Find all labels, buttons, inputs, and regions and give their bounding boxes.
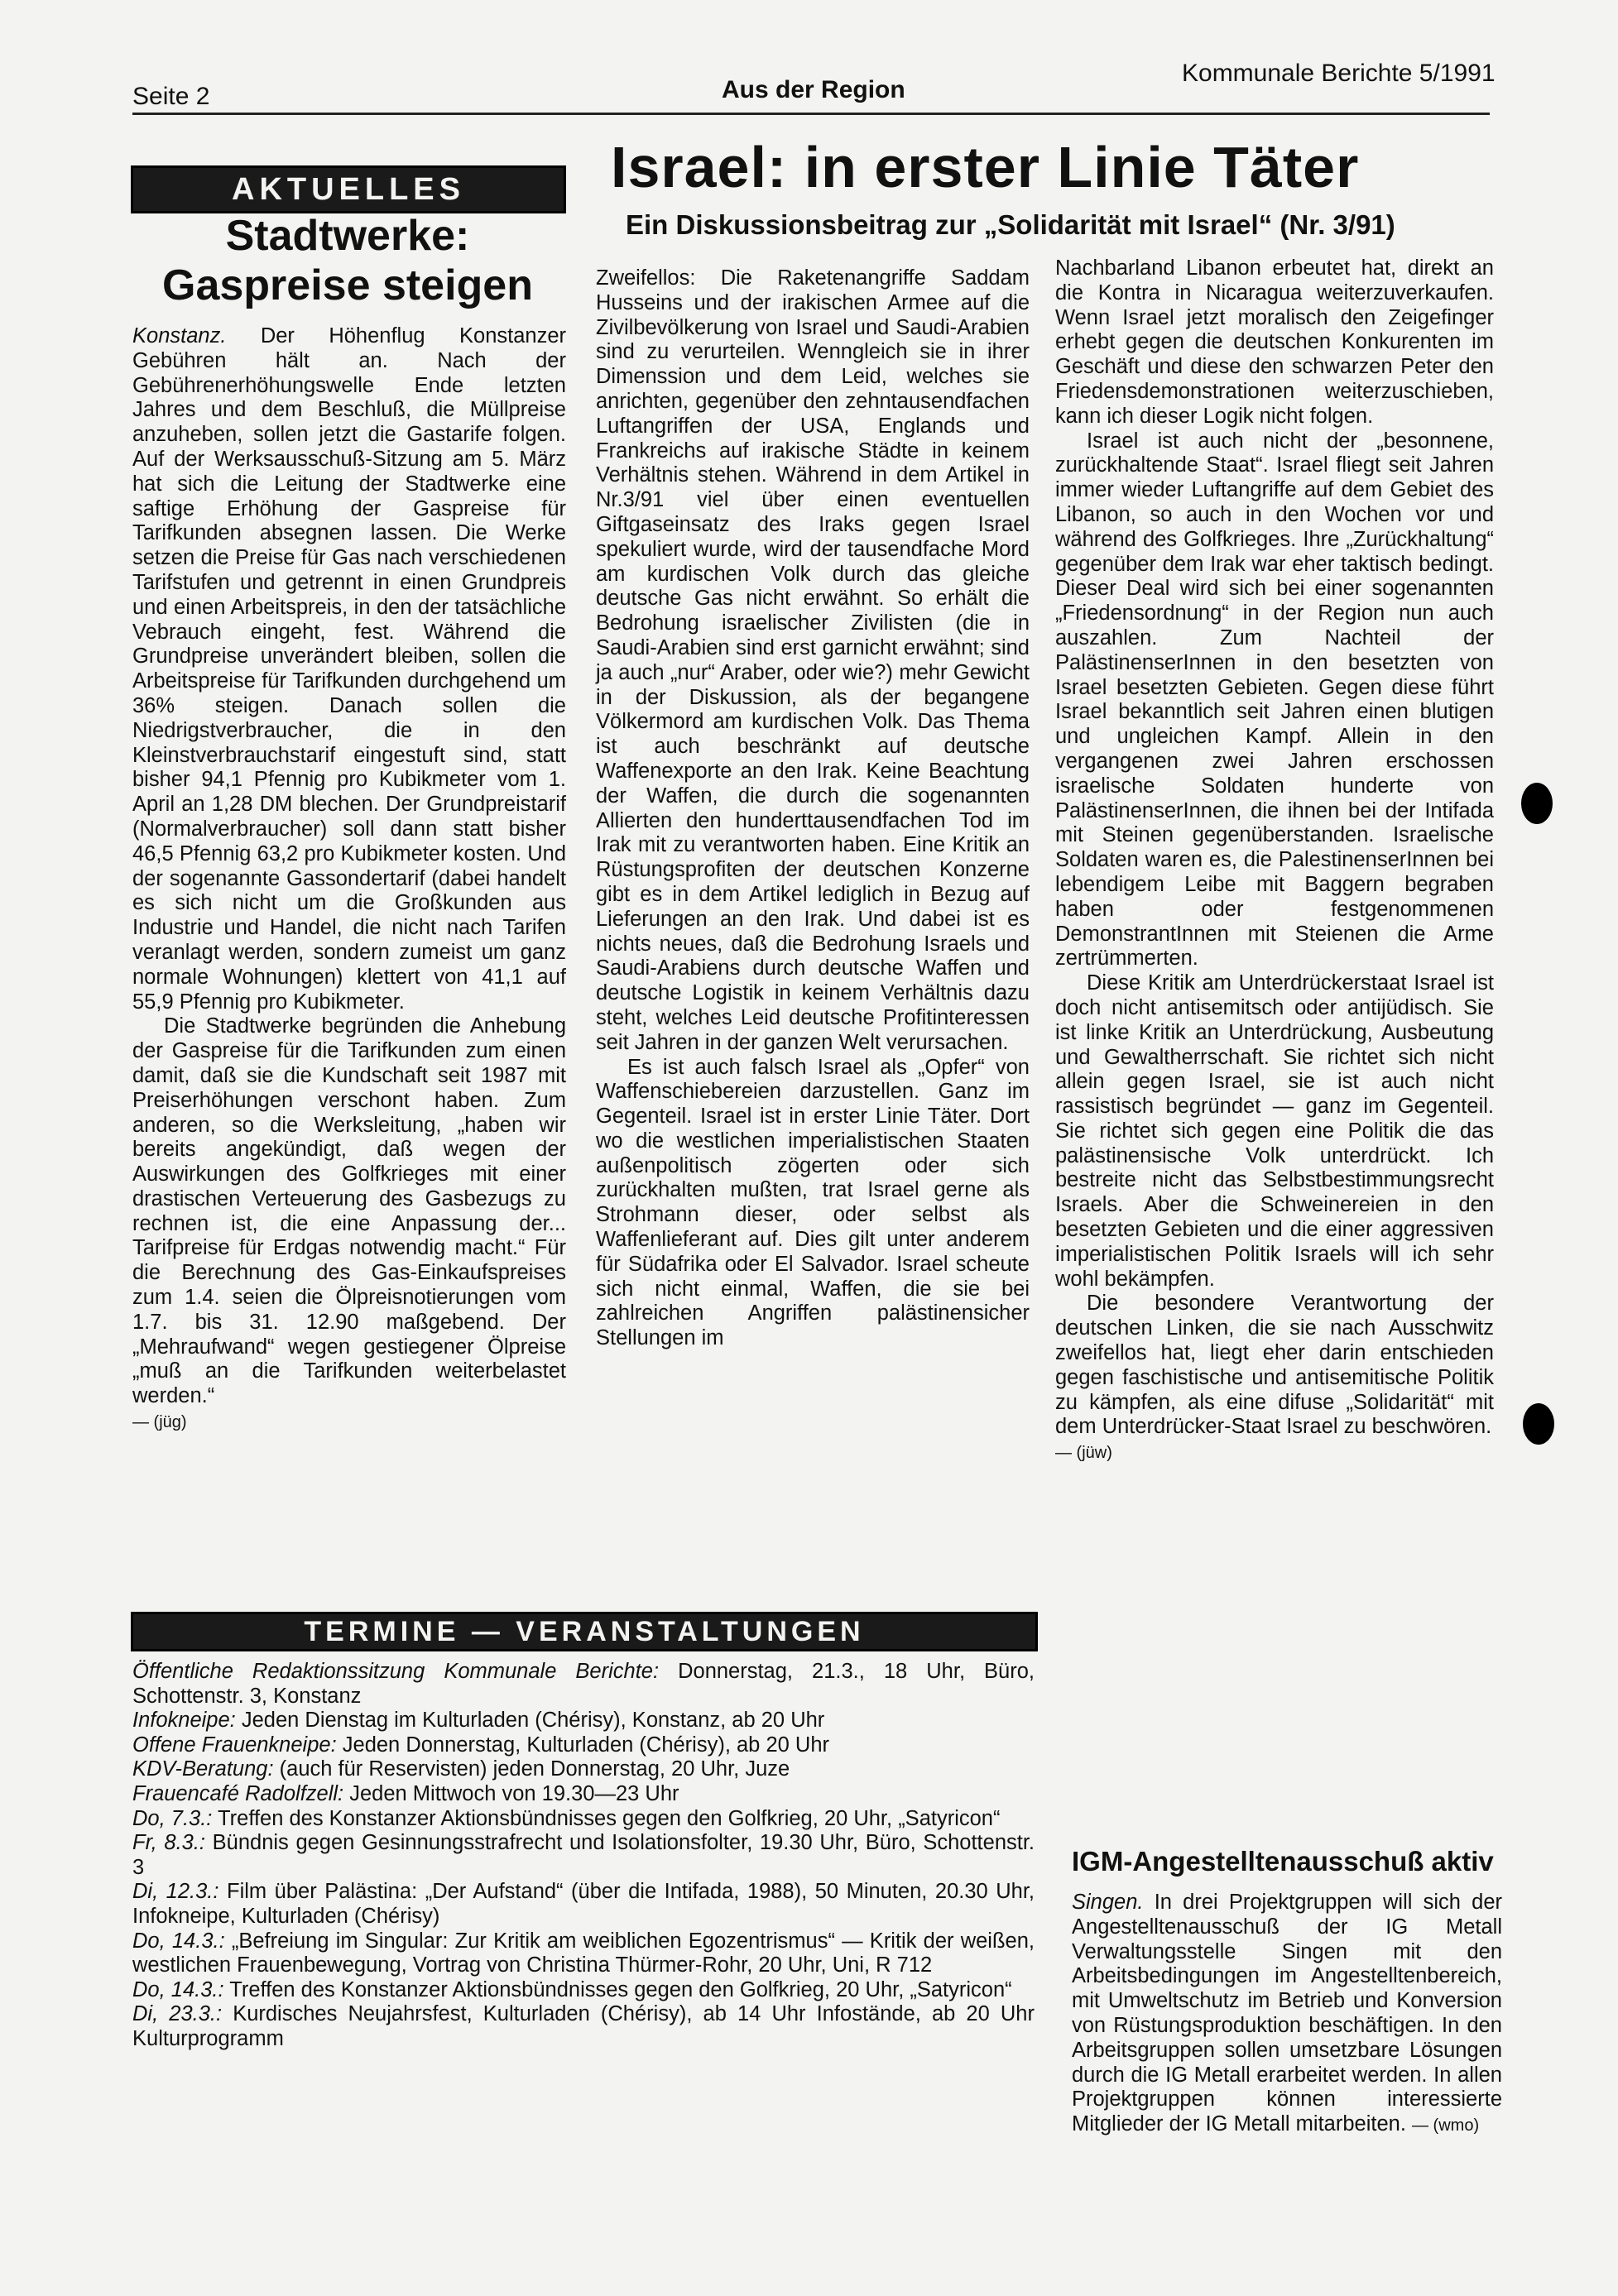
igm-paragraph: Singen. In drei Projektgruppen will sich der Angestelltenausschuß der IG Metall Verwaltungsstelle Singen mit den Arbeitsbedingungen im Angestelltenbereich, mit Umweltschutz im Betrieb und Konversion von Rüstungsproduktion beschäftigen. In den Arbeitsgruppen sollen umsetzbare Lösungen durch die IG Metall erarbeitet werden. In allen Projektgruppen können interessierte Mitglieder der IG Metall mitarbeiten. — (wmo): [1072, 1891, 1502, 2136]
gas-paragraph-1: [132, 324, 566, 1014]
termine-item: Frauencafé Radolfzell: Jeden Mittwoch von 19.30—23 Uhr: [132, 1781, 679, 1805]
section-title: Aus der Region: [722, 76, 905, 103]
gas-article-body: [132, 324, 566, 1436]
israel-signature: — (jüw): [1055, 1444, 1112, 1463]
termine-item: Do, 14.3.: Treffen des Konstanzer Aktionsbündnisses gegen den Golfkrieg, 20 Uhr, „Satyricon“: [132, 1977, 1012, 2001]
gas-headline-line1: Stadtwerke:: [225, 212, 470, 260]
igm-article-body: [1072, 1891, 1502, 2139]
israel-paragraph-1: Zweifellos: Die Raketenangriffe Saddam Husseins und der irakischen Armee auf die Zivilbevölkerung von Israel und Saudi-Arabien sind zu verurteilen. Wenngleich sie in ihrer Dimenssion und dem Leid, welches sie anrichten, gegenüber den zehntausendfachen Luftangriffen der USA, Englands und Frankreichs auf irakische Städte in keinem Verhältnis stehen. Während in dem Artikel in Nr.3/91 viel über einen eventuellen Giftgaseinsatz des Iraks gegen Israel spekuliert wurde, wird der tausendfache Mord am kurdischen Volk durch das gleiche deutsche Gas nicht erwähnt. So erhält die Bedrohung israelischer Zivilisten (die in Saudi-Arabien sind erst garnicht erwähnt; sind ja auch „nur“ Araber, oder wie?) mehr Gewicht in der Diskussion, als der begangene Völkermord am kurdischen Volk. Das Thema ist auch beschränkt auf deutsche Waffenexporte an den Irak. Keine Beachtung der Waffen, die durch die sogenannten Allierten den hunderttausendfachen Tod im Irak mit zu verantworten haben. Eine Kritik an Rüstungsprofiten der deutschen Konzerne gibt es in dem Artikel lediglich in Bezug auf Lieferungen an den Irak. Und dabei ist es nichts neues, daß die Bedrohung Israels und Saudi-Arabiens durch deutsche Waffen und deutsche Logistik in keinem Verhältnis dazu steht, welches Leid deutsche Profitinteressen seit Jahren in der ganzen Welt verursachen.: [596, 266, 1030, 1054]
termine-list: [132, 1660, 1035, 2052]
gas-article-headline: [132, 211, 563, 310]
israel-paragraph-5: Diese Kritik am Unterdrückerstaat Israel ist doch nicht antisemitsch oder antijüdisch. Sie ist linke Kritik an Unterdrückung, Ausbeutung und Gewaltherrschaft. Sie richtet sich nicht allein gegen Israel, sie ist auch nicht rassistisch begründet — ganz im Gegenteil. Sie richtet sich gegen eine Politik die das palästinensische Volk unterdrückt. Ich bestreite nicht das Selbstbestimmungsrecht Israels. Aber die Schweinereien in den besetzten Gebieten und die einer aggressiven imperialistischen Politik Israels will ich sehr wohl bekämpfen.: [1055, 971, 1494, 1291]
gas-paragraph-2: Die Stadtwerke begründen die Anhebung der Gaspreise für die Tarifkunden zum einen damit, daß sie die Kundschaft seit 1987 mit Preiserhöhungen verschont haben. Zum anderen, so die Werksleitung, „haben wir bereits angekündigt, daß wegen der Auswirkungen des Golfkrieges mit einer drastischen Verteuerung des Gasbezugs zu rechnen ist, die eine Anpassung der... Tarifpreise für Erdgas notwendig macht.“ Für die Berechnung des Gas-Einkaufspreises zum 1.4. seien die Ölpreisnotierungen vom 1.7. bis 31. 12.90 maßgebend. Der „Mehraufwand“ wegen gestiegener Ölpreise „muß an die Tarifkunden weiterbelastet werden.“: [132, 1014, 566, 1408]
termine-item: KDV-Beratung: (auch für Reservisten) jeden Donnerstag, 20 Uhr, Juze: [132, 1757, 790, 1781]
israel-article-subheadline: Ein Diskussionsbeitrag zur „Solidarität mit Israel“ (Nr. 3/91): [626, 209, 1395, 240]
gas-p1-text: Der Höhenflug Konstanzer Gebühren hält an. Nach der Gebührenerhöhungswelle Ende letzten Jahres und dem Beschluß, die Müllpreise anzuheben, sollen jetzt die Gastarife folgen. Auf der Werksausschuß-Sitzung am 5. März hat sich die Leitung der Stadtwerke eine saftige Erhöhung der Gaspreise für Tarifkunden absegnen lassen. Die Werke setzen die Preise für Gas nach verschiedenen Tarifstufen und getrennt in einen Grundpreis und einen Arbeitspreis, in den der tatsächliche Vebrauch eingeht, fest. Während die Grundpreise unverändert bleiben, sollen die Arbeitspreise für Tarifkunden durchgehend um 36% steigen. Danach sollen die Niedrigstverbraucher, die in den Kleinstverbrauchstarif eingestuft sind, statt bisher 94,1 Pfennig pro Kubikmeter vom 1. April an 1,28 DM blechen. Der Grundpreistarif (Normalverbraucher) soll dann statt bisher 46,5 Pfennig 63,2 pro Kubikmeter kosten. Und der sogenannte Gassondertarif (dabei handelt es sich nicht um die Großkunden aus Industrie und Handel, die nicht nach Tarifen veranlagt werden, sondern zumeist um ganz normale Wohnungen) klettert von 41,1 auf 55,9 Pfennig pro Kubikmeter.: [132, 324, 566, 1014]
publication-title: Kommunale Berichte 5/1991: [1182, 60, 1496, 87]
termine-item: Di, 23.3.: Kurdisches Neujahrsfest, Kulturladen (Chérisy), ab 14 Uhr Infostände, ab 20 Uhr Kulturprogramm: [132, 2002, 1035, 2050]
termine-item: Öffentliche Redaktionssitzung Kommunale Berichte: Donnerstag, 21.3., 18 Uhr, Büro, Schottenstr. 3, Konstanz: [132, 1660, 1035, 1708]
termine-item: Infokneipe: Jeden Dienstag im Kulturladen (Chérisy), Konstanz, ab 20 Uhr: [132, 1709, 825, 1733]
aktuelles-banner: AKTUELLES: [131, 165, 566, 213]
termine-item: Do, 14.3.: „Befreiung im Singular: Zur Kritik am weiblichen Egozentrismus“ — Kritik der weißen, westlichen Frauenbewegung, Vortrag von Christina Thürmer-Rohr, 20 Uhr, Uni, R 712: [132, 1929, 1035, 1977]
israel-paragraph-6: Die besondere Verantwortung der deutschen Linken, die sie nach Ausschwitz zweifellos hat, liegt eher darin entschieden gegen faschistische und antisemitische Politik zu kämpfen, als eine difuse „Solidarität“ mit dem Unterdrücker-Staat Israel zu beschwören.: [1055, 1292, 1494, 1439]
israel-article-column-2: [1055, 256, 1494, 1466]
israel-article-column-1: [596, 266, 1030, 1351]
page-number: Seite 2: [132, 83, 210, 110]
header-rule: [132, 113, 1490, 115]
igm-signature: — (wmo): [1412, 2116, 1480, 2135]
israel-paragraph-4: Israel ist auch nicht der „besonnene, zurückhaltende Staat“. Israel fliegt seit Jahren immer wieder Luftangriffe auf dem Gebiet des Libanon, so auch in den Wochen vor und während des Golfkrieges. Ihre „Zurückhaltung“ gegenüber dem Irak war eher taktisch bedingt. Dieser Deal wird sich bei einer sogenannten „Friedensordnung“ in der Region nun auch auszahlen. Zum Nachteil der PalästinenserInnen in den besetzten von Israel besetzten Gebieten. Gegen diese führt Israel bekanntlich seit Jahren einen blutigen und ungleichen Kampf. Allein in den vergangenen zwei Jahren erschossen israelische Soldaten hunderte von PalästinenserInnen, die ihnen bei der Intifada mit Steinen gegenüberstanden. Israelische Soldaten waren es, die PalestinenserInnen bei lebendigem Leibe mit Baggern begraben haben oder festgenommenen DemonstrantInnen mit Steienen die Arme zertrümmerten.: [1055, 429, 1494, 971]
termine-banner: TERMINE — VERANSTALTUNGEN: [131, 1612, 1038, 1651]
israel-article-headline: Israel: in erster Linie Täter: [611, 135, 1360, 199]
israel-paragraph-3: Nachbarland Libanon erbeutet hat, direkt an die Kontra in Nicaragua weiterzuverkaufen. Wenn Israel jetzt moralisch den Zeigefinger erhebt gegen die deutschen Konkurenten im Geschäft und diese den schwarzen Peter den Friedensdemonstrationen weiterzuschieben, kann ich dieser Logik nicht folgen.: [1055, 256, 1494, 428]
igm-location: Singen.: [1072, 1891, 1144, 1914]
punch-hole-mark: [1523, 1403, 1554, 1445]
termine-item: Offene Frauenkneipe: Jeden Donnerstag, Kulturladen (Chérisy), ab 20 Uhr: [132, 1733, 829, 1757]
israel-paragraph-2: Es ist auch falsch Israel als „Opfer“ von Waffenschiebereien darzustellen. Ganz im Gegenteil. Israel ist in erster Linie Täter. Dort wo die westlichen imperialistischen Staaten außenpolitisch zögerten oder sich zurückhalten mußten, trat Israel gerne als Strohmann dieser, oder selbst als Waffenlieferant auf. Dies gilt unter anderem für Südafrika oder El Salvador. Israel scheute sich nicht einmal, Waffen, die sie bei zahlreichen Angriffen palästinensicher Stellungen im: [596, 1055, 1030, 1350]
gas-signature: — (jüg): [132, 1413, 187, 1432]
punch-hole-mark: [1521, 783, 1553, 824]
gas-location: Konstanz.: [132, 324, 227, 348]
termine-item: Do, 7.3.: Treffen des Konstanzer Aktionsbündnisses gegen den Golfkrieg, 20 Uhr, „Satyricon“: [132, 1806, 1001, 1830]
termine-item: Di, 12.3.: Film über Palästina: „Der Aufstand“ (über die Intifada, 1988), 50 Minuten, 20.30 Uhr, Infokneipe, Kulturladen (Chérisy): [132, 1880, 1035, 1928]
gas-headline-line2: Gaspreise steigen: [162, 261, 533, 309]
igm-article-headline: IGM-Angestelltenausschuß aktiv: [1072, 1846, 1494, 1877]
termine-item: Fr, 8.3.: Bündnis gegen Gesinnungsstrafrecht und Isolationsfolter, 19.30 Uhr, Büro, Schottenstr. 3: [132, 1831, 1035, 1879]
